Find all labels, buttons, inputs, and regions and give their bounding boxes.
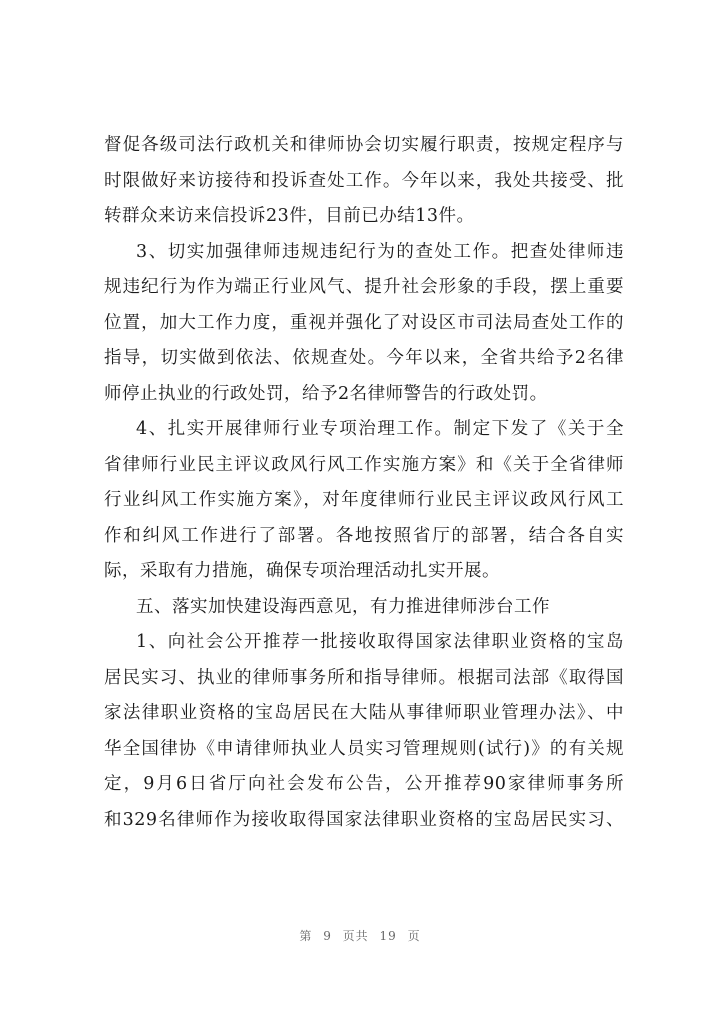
text-line: 规违纪行为作为端正行业风气、提升社会形象的手段，摆上重要 — [104, 277, 624, 297]
section-heading: 五、落实加快建设海西意见，有力推进律师涉台工作 — [136, 596, 550, 617]
page-label-suffix: 页 — [407, 929, 421, 943]
page-label-prefix: 第 — [299, 929, 313, 943]
page-label-middle: 页共 — [342, 929, 369, 943]
text-line: 和329名律师作为接收取得国家法律职业资格的宝岛居民实习、 — [104, 809, 624, 830]
text-line: 际，采取有力措施，确保专项治理活动扎实开展。 — [104, 561, 500, 581]
total-pages-number: 19 — [379, 929, 397, 943]
text-line: 作和纠风工作进行了部署。各地按照省厅的部署，结合各自实 — [104, 525, 624, 546]
text-line: 1、向社会公开推荐一批接收取得国家法律职业资格的宝岛 — [136, 632, 624, 652]
text-line: 华全国律协《申请律师执业人员实习管理规则(试行)》的有关规 — [104, 738, 624, 759]
text-line: 位置，加大工作力度，重视并强化了对设区市司法局查处工作的 — [104, 312, 624, 333]
text-line: 行业纠风工作实施方案》，对年度律师行业民主评议政风行风工 — [104, 490, 624, 510]
text-line: 时限做好来访接待和投诉查处工作。今年以来，我处共接受、批 — [104, 170, 624, 191]
text-line: 定，9月6日省厅向社会发布公告，公开推荐90家律师事务所 — [104, 774, 624, 794]
text-line: 督促各级司法行政机关和律师协会切实履行职责，按规定程序与 — [104, 135, 624, 155]
text-line: 师停止执业的行政处罚，给予2名律师警告的行政处罚。 — [104, 383, 548, 404]
page-footer — [0, 927, 720, 944]
current-page-number: 9 — [323, 929, 332, 943]
text-line: 4、扎实开展律师行业专项治理工作。制定下发了《关于全 — [136, 419, 624, 439]
text-line: 居民实习、执业的律师事务所和指导律师。根据司法部《取得国 — [104, 667, 624, 688]
text-line: 省律师行业民主评议政风行风工作实施方案》和《关于全省律师 — [104, 454, 624, 475]
text-line: 家法律职业资格的宝岛居民在大陆从事律师职业管理办法》、中 — [104, 703, 624, 723]
text-line: 指导，切实做到依法、依规查处。今年以来，全省共给予2名律 — [104, 348, 624, 368]
text-line: 3、切实加强律师违规违纪行为的查处工作。把查处律师违 — [136, 241, 624, 262]
document-body — [104, 128, 624, 838]
text-line: 转群众来访来信投诉23件，目前已办结13件。 — [104, 206, 475, 226]
